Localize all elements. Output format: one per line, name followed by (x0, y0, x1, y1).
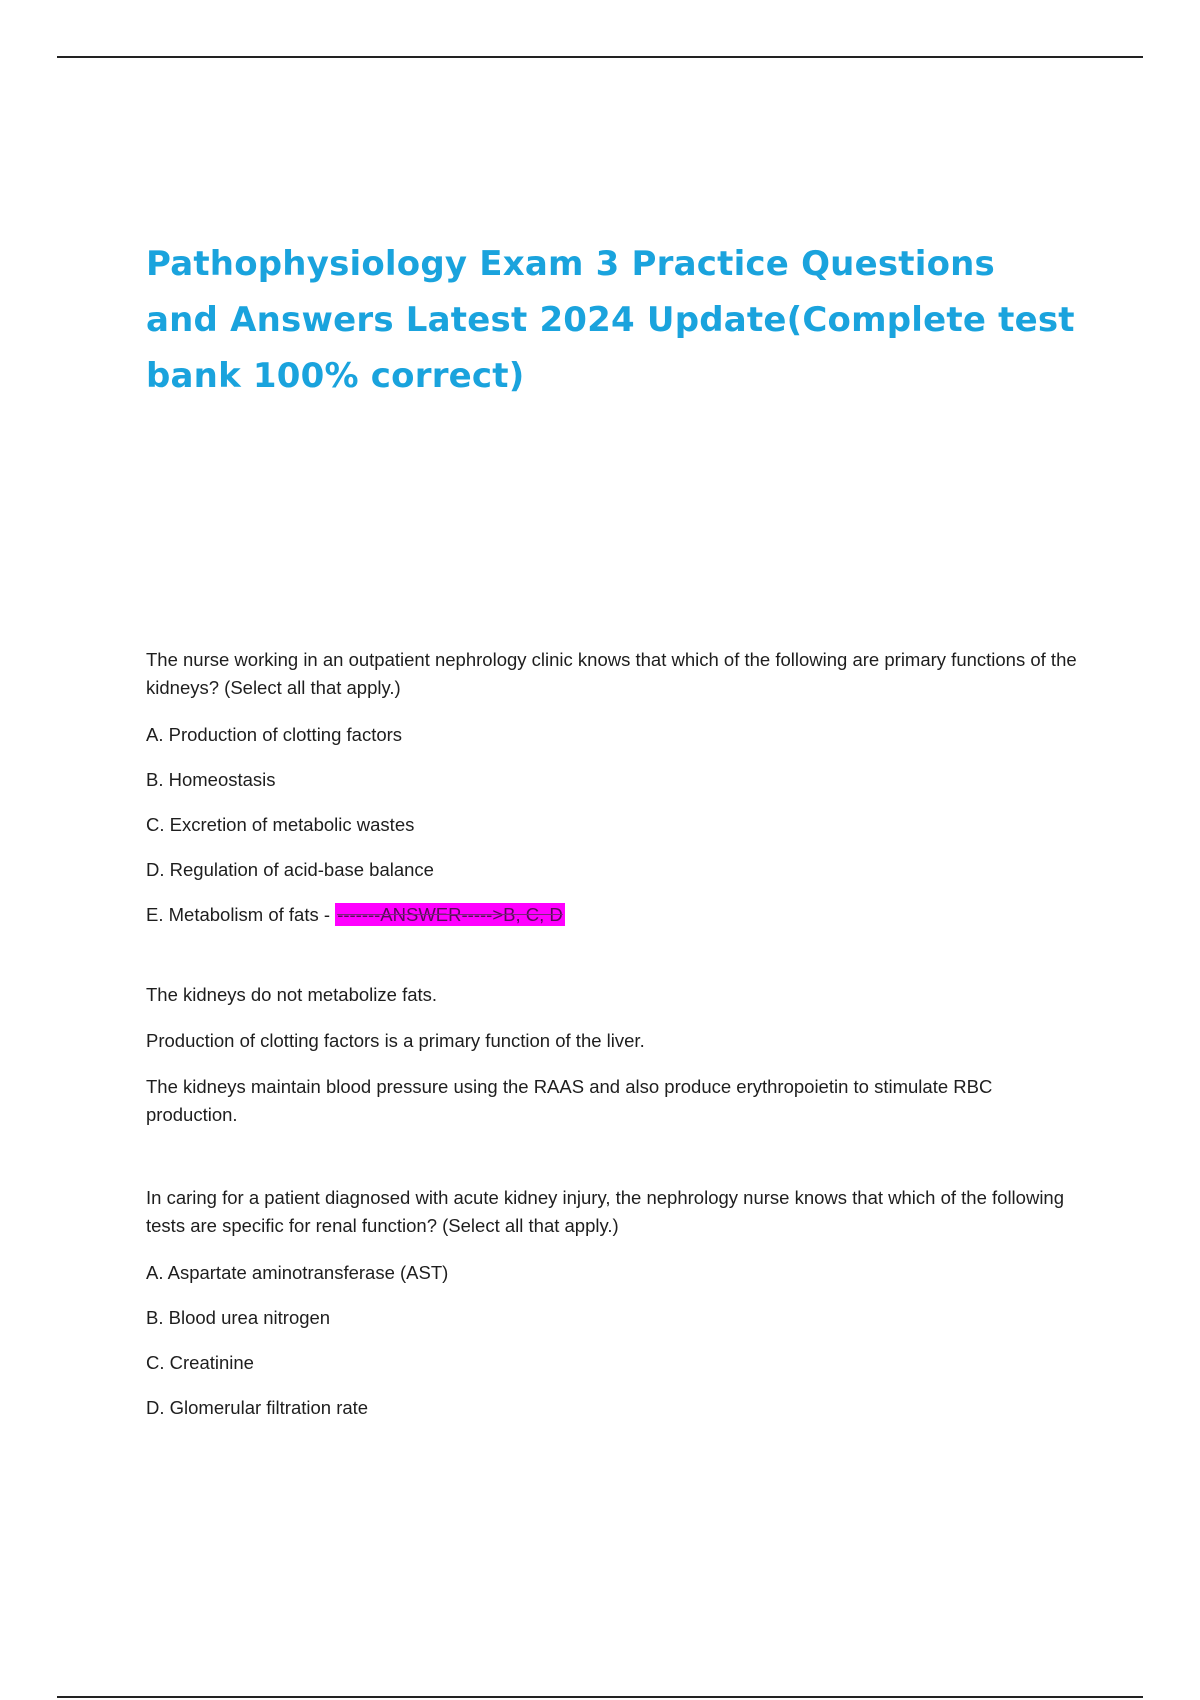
explanation-3: The kidneys maintain blood pressure using the RAAS and also produce erythropoietin to stimulate RBC production. (146, 1076, 993, 1125)
option-d: D. Regulation of acid-base balance (146, 859, 434, 880)
question-1 (146, 646, 1086, 1129)
option-a: A. Aspartate aminotransferase (AST) (146, 1262, 449, 1283)
option-a: A. Production of clotting factors (146, 724, 403, 745)
option-c: C. Excretion of metabolic wastes (146, 814, 415, 835)
option-b: B. Homeostasis (146, 769, 276, 790)
answer-highlight: -------ANSWER----->B, C, D (337, 904, 563, 925)
option-c: C. Creatinine (146, 1352, 254, 1373)
document-body (146, 646, 1086, 1439)
question-stem: The nurse working in an outpatient nephrology clinic knows that which of the following are primary functions of the kidneys? (Select all that apply.) (146, 649, 1077, 698)
question-stem: In caring for a patient diagnosed with acute kidney injury, the nephrology nurse knows that which of the following tests are specific for renal function? (Select all that apply.) (146, 1187, 1065, 1236)
explanation-1: The kidneys do not metabolize fats. (146, 984, 438, 1005)
option-e-with-answer (146, 901, 1086, 929)
option-d: D. Glomerular filtration rate (146, 1397, 369, 1418)
footer-rule (57, 1696, 1143, 1698)
header-rule (57, 56, 1143, 58)
explanation-2: Production of clotting factors is a primary function of the liver. (146, 1030, 645, 1051)
document-title: Pathophysiology Exam 3 Practice Questions and Answers Latest 2024 Update(Complete test bank 100% correct) (146, 244, 1075, 396)
question-2 (146, 1184, 1086, 1422)
option-b: B. Blood urea nitrogen (146, 1307, 331, 1328)
option-e: E. Metabolism of fats - (146, 904, 336, 925)
